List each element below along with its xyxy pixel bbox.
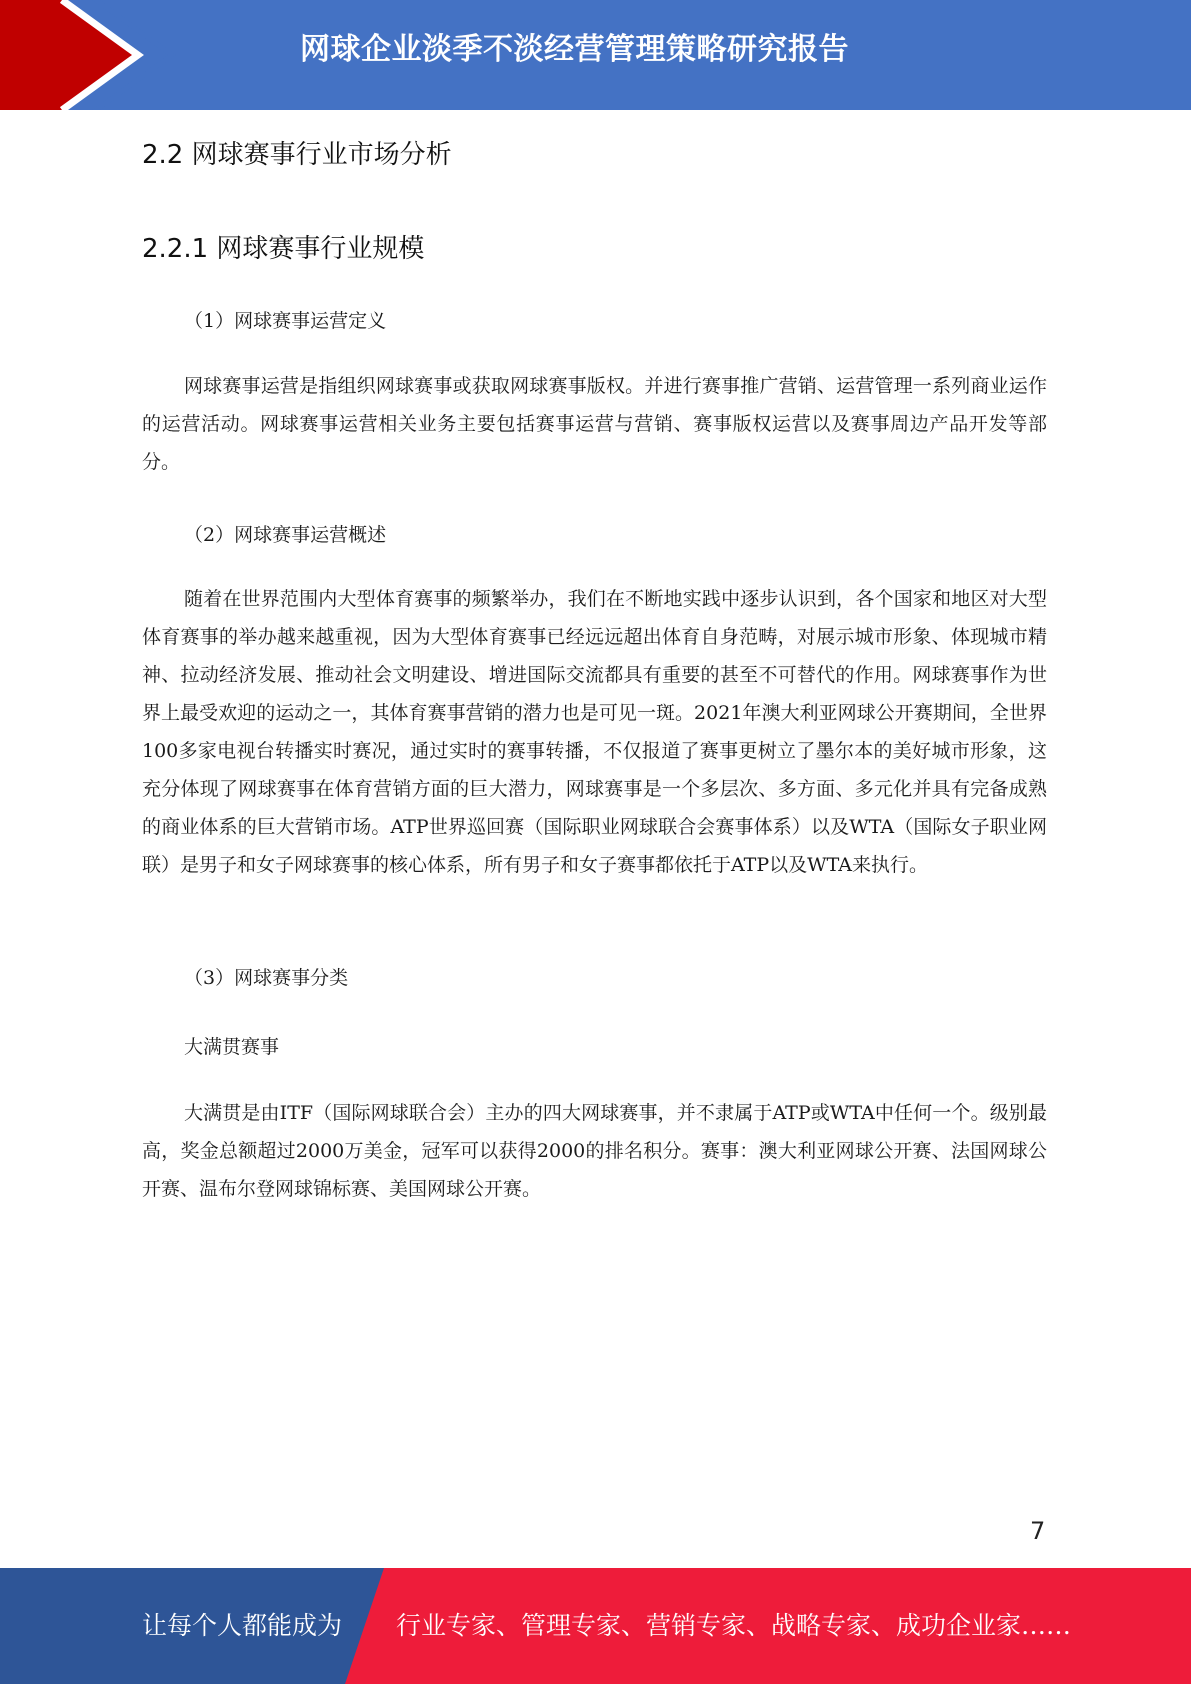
- grand-slam-heading: 大满贯赛事: [184, 1036, 280, 1058]
- subsection-heading: 2.2.1 网球赛事行业规模: [142, 234, 425, 264]
- item2-heading: （2）网球赛事运营概述: [184, 524, 387, 546]
- footer-slogan-left: 让每个人都能成为: [142, 1611, 343, 1640]
- item1-paragraph: 网球赛事运营是指组织网球赛事或获取网球赛事版权。并进行赛事推广营销、运营管理一系列商业运作的运营活动。网球赛事运营相关业务主要包括赛事运营与营销、赛事版权运营以及赛事周边产品开发等部分。: [142, 375, 1047, 473]
- footer-slogan-right: 行业专家、管理专家、营销专家、战略专家、成功企业家……: [396, 1611, 1072, 1640]
- page-footer: [0, 1568, 1191, 1684]
- report-title: 网球企业淡季不淡经营管理策略研究报告: [300, 32, 849, 67]
- page-header: [0, 0, 1191, 110]
- section-heading: 2.2 网球赛事行业市场分析: [142, 140, 452, 170]
- grand-slam-paragraph: 大满贯是由ITF（国际网球联合会）主办的四大网球赛事，并不隶属于ATP或WTA中任何一个。级别最高，奖金总额超过2000万美金，冠军可以获得2000的排名积分。赛事：澳大利亚网球公开赛、法国网球公开赛、温布尔登网球锦标赛、美国网球公开赛。: [142, 1102, 1047, 1200]
- item2-paragraph: 随着在世界范围内大型体育赛事的频繁举办，我们在不断地实践中逐步认识到，各个国家和地区对大型体育赛事的举办越来越重视，因为大型体育赛事已经远远超出体育自身范畴，对展示城市形象、体现城市精神、拉动经济发展、推动社会文明建设、增进国际交流都具有重要的甚至不可替代的作用。网球赛事作为世界上最受欢迎的运动之一，其体育赛事营销的潜力也是可见一斑。2021年澳大利亚网球公开赛期间，全世界100多家电视台转播实时赛况，通过实时的赛事转播，不仅报道了赛事更树立了墨尔本的美好城市形象，这充分体现了网球赛事在体育营销方面的巨大潜力，网球赛事是一个多层次、多方面、多元化并具有完备成熟的商业体系的巨大营销市场。ATP世界巡回赛（国际职业网球联合会赛事体系）以及WTA（国际女子职业网联）是男子和女子网球赛事的核心体系，所有男子和女子赛事都依托于ATP以及WTA来执行。: [142, 588, 1047, 876]
- item3-heading: （3）网球赛事分类: [184, 967, 349, 989]
- page-number: 7: [1030, 1517, 1046, 1545]
- item1-heading: （1）网球赛事运营定义: [184, 310, 387, 332]
